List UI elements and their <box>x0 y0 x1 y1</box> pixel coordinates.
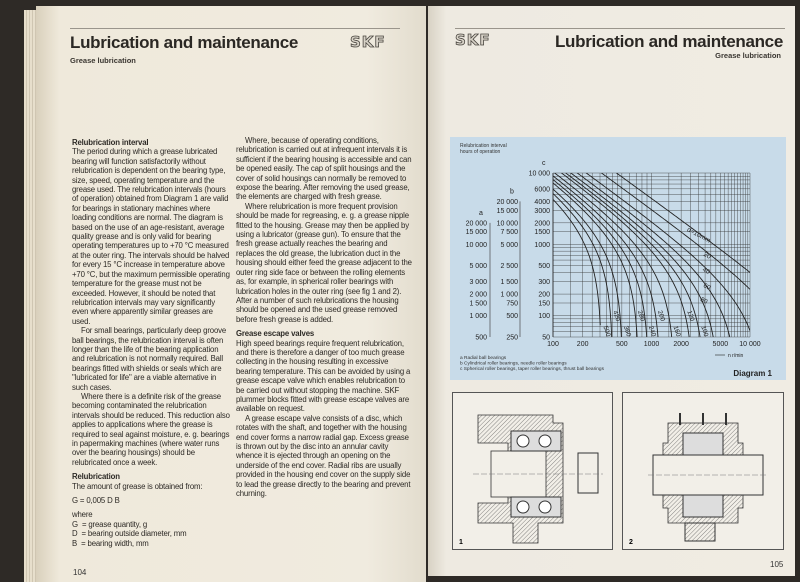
y-tick-label-c: 300 <box>538 279 550 287</box>
y-tick-label-c: 100 <box>538 313 550 321</box>
text-column-2 <box>236 136 412 498</box>
paragraph: Where, because of operating conditions, relubrication is carried out at infrequent intervals it is sufficient if the bearing housing is accessible and can be opened easily. The cap of split housings and the cover of solid housings can normally be removed to expose the bearing. After removing the used grease, the elements are charged with fresh grease. <box>236 136 412 202</box>
y-tick-label-c: 6000 <box>534 186 550 194</box>
y-tick-label-a: 5 000 <box>469 263 487 271</box>
y-tick-label-b: 500 <box>506 313 518 321</box>
text-column-1 <box>72 138 230 548</box>
curve-label: 80 <box>698 296 709 306</box>
page-number: 104 <box>73 568 87 577</box>
curve-label: 160 <box>671 325 682 338</box>
y-tick-label-c: 4000 <box>534 198 550 206</box>
y-tick-label-b: 20 000 <box>496 198 518 206</box>
legend-entry: a Radial ball bearings <box>460 356 507 361</box>
curve-label: 200 <box>655 309 666 323</box>
y-axis-key-b: b <box>510 188 514 196</box>
curve-d-160 <box>553 172 672 342</box>
definition: G = grease quantity, g <box>72 519 148 529</box>
curve-d-80 <box>553 167 716 352</box>
definition: B = bearing width, mm <box>72 538 149 548</box>
curve-label: 20 <box>702 251 712 261</box>
paragraph: High speed bearings require frequent relubrication, and there is therefore a danger of too much grease collecting in the housing resulting in excessive bearing temperature. This can be avoided by using a grease escape valve which enables relubrication to be carried out without stopping the machine. SKF plummer blocks fitted with grease escape valves are available on request. <box>236 338 411 414</box>
x-tick-label: 500 <box>616 341 628 348</box>
x-axis-label: n r/min <box>728 353 744 359</box>
y-tick-label-a: 2 000 <box>469 291 487 299</box>
y-tick-label-b: 2 500 <box>500 263 518 271</box>
relubrication-chart <box>450 137 786 380</box>
y-tick-label-c: 500 <box>538 263 550 271</box>
figure-2 <box>622 392 784 550</box>
y-tick-label-b: 5 000 <box>500 241 518 249</box>
diagram-title: Diagram 1 <box>733 369 772 378</box>
y-tick-label-b: 1 500 <box>500 279 518 287</box>
y-tick-label-c: 1000 <box>534 241 550 249</box>
y-tick-label-c: 200 <box>538 291 550 299</box>
skf-logo: SKF <box>350 33 386 51</box>
header-rule <box>70 28 400 29</box>
formula: G = 0,005 D B <box>72 496 120 506</box>
header-rule <box>455 28 785 29</box>
y-tick-label-c: 50 <box>542 334 550 342</box>
x-tick-label: 5000 <box>712 341 729 348</box>
heading-relubrication: Relubrication <box>72 472 120 482</box>
heading-relubrication-interval: Relubrication interval <box>72 138 149 147</box>
paragraph: Where there is a definite risk of the grease becoming contaminated the relubrication intervals should be reduced. This reduction also applies to applications where the grease is required to seal against moisture, e. g. bearings in papermaking machines (where water runs over the bearing housings) should be relubricated once a week. <box>72 391 230 467</box>
paragraph: The period during which a grease lubricated bearing will function satisfactorily without relubrication is dependent on the bearing type, size, speed, operating temperature and the grease used. The relubrication intervals (hours of operation) obtained from Diagram 1 are valid for bearings in stationary machines where loading conditions are normal. The diagram is based on the use of an age-resistant, average quality grease and is only valid for bearing operating temperatures up to +70 °C measured at the outer ring. The intervals should be halved for every 15 °C increase in temperature above +70 °C, but the maximum permissible operating temperature for the grease must not be exceeded. However, it should be noted that relubrication intervals may vary significantly even where apparently similar greases are used. <box>72 147 230 326</box>
curve-label: d=10mm <box>685 226 712 245</box>
y-tick-label-b: 750 <box>506 300 518 308</box>
x-tick-label: 100 <box>547 341 559 348</box>
y-tick-label-c: 2000 <box>534 220 550 228</box>
diagram-1 <box>450 137 786 380</box>
curve-label: 120 <box>685 309 696 323</box>
definition: D = bearing outside diameter, mm <box>72 529 187 539</box>
legend-entry: c Spherical roller bearings, taper roller bearings, thrust ball bearings <box>460 367 604 372</box>
y-tick-label-a: 15 000 <box>465 229 487 237</box>
paragraph: Where relubrication is more frequent provision should be made for regreasing, e. g. a grease nipple fitted to the housing. Grease may then be applied by using a lubricator (grease gun). To ensure that the fresh grease actually reaches the bearing and replaces the old grease, the lubrication duct in the housing should either feed the grease adjacent to the outer ring side face or between the rolling elements as, for example, in spherical roller bearings with lubrication holes in the outer ring (see fig 1 and 2). After a number of such relubrications the housing should be opened and the used grease removed before fresh grease is added. <box>236 201 412 324</box>
y-axis-label: Relubrication interval <box>460 143 507 149</box>
curve-label: 360 <box>621 325 632 338</box>
y-tick-label-b: 15 000 <box>496 207 518 215</box>
curve-label: 280 <box>635 309 646 323</box>
curve-label: 100 <box>699 325 710 338</box>
paragraph: For small bearings, particularly deep groove ball bearings, the relubrication interval is often longer than the life of the bearing application and relubrication is not normally required. Ball bearings fitted with shields or seals which are "lubricated for life" are a viable alternative in such cases. <box>72 326 227 392</box>
y-tick-label-b: 250 <box>506 334 518 342</box>
y-tick-label-c: 10 000 <box>528 170 550 178</box>
where-label: where <box>72 510 93 520</box>
y-tick-label-c: 150 <box>538 300 550 308</box>
y-axis-key-a: a <box>479 209 483 217</box>
page-subtitle: Grease lubrication <box>70 56 136 65</box>
x-tick-label: 1000 <box>643 341 660 348</box>
curve-label: 240 <box>647 325 658 338</box>
y-axis-label: hours of operation <box>460 149 501 155</box>
y-tick-label-b: 10 000 <box>496 220 518 228</box>
page-title: Lubrication and maintenance <box>554 32 783 51</box>
y-tick-label-b: 7 500 <box>500 229 518 237</box>
paragraph: A grease escape valve consists of a disc, which rotates with the shaft, and together with the housing end cover forms a narrow radial gap. Excess grease is thrown out by the disc into an annular cavity whence it is ejected through an opening on the underside of the end cover. Radial ribs are usually provided in the housing end cover on the supply side to lead the grease directly to the bearing and prevent churning. <box>236 413 411 499</box>
heading-grease-escape-valves: Grease escape valves <box>236 329 315 339</box>
y-axis-key-c: c <box>542 160 546 167</box>
figure-label: 1 <box>459 539 463 546</box>
y-tick-label-a: 1 000 <box>469 313 487 321</box>
page-number: 105 <box>770 560 784 569</box>
figure-1 <box>452 392 613 550</box>
page-subtitle: Grease lubrication <box>715 51 781 60</box>
y-tick-label-a: 20 000 <box>465 220 487 228</box>
bearing-housing-drawing-2 <box>623 393 783 549</box>
curve-label: 420 <box>611 309 622 323</box>
paragraph: The amount of grease is obtained from: <box>72 481 203 491</box>
bearing-housing-drawing-1 <box>453 393 612 549</box>
figure-label: 2 <box>629 539 633 546</box>
page-title: Lubrication and maintenance <box>70 33 299 52</box>
y-tick-label-a: 1 500 <box>469 300 487 308</box>
x-tick-label: 2000 <box>673 341 689 348</box>
y-tick-label-a: 10 000 <box>465 241 487 249</box>
x-tick-label: 10 000 <box>739 341 761 348</box>
curve-label: 60 <box>701 282 712 292</box>
y-tick-label-c: 3000 <box>534 207 550 215</box>
y-tick-label-a: 3 000 <box>469 279 487 287</box>
x-tick-label: 200 <box>576 341 589 348</box>
legend-entry: b Cylindrical roller bearings, needle roller bearings <box>460 361 567 367</box>
y-tick-label-a: 500 <box>475 334 487 342</box>
y-tick-label-c: 1500 <box>534 229 550 237</box>
curve-label: 500 <box>601 325 612 338</box>
curve-label: 40 <box>701 266 711 276</box>
y-tick-label-b: 1 000 <box>500 291 518 299</box>
skf-logo: SKF <box>455 31 491 49</box>
curve-d-500 <box>553 199 600 325</box>
